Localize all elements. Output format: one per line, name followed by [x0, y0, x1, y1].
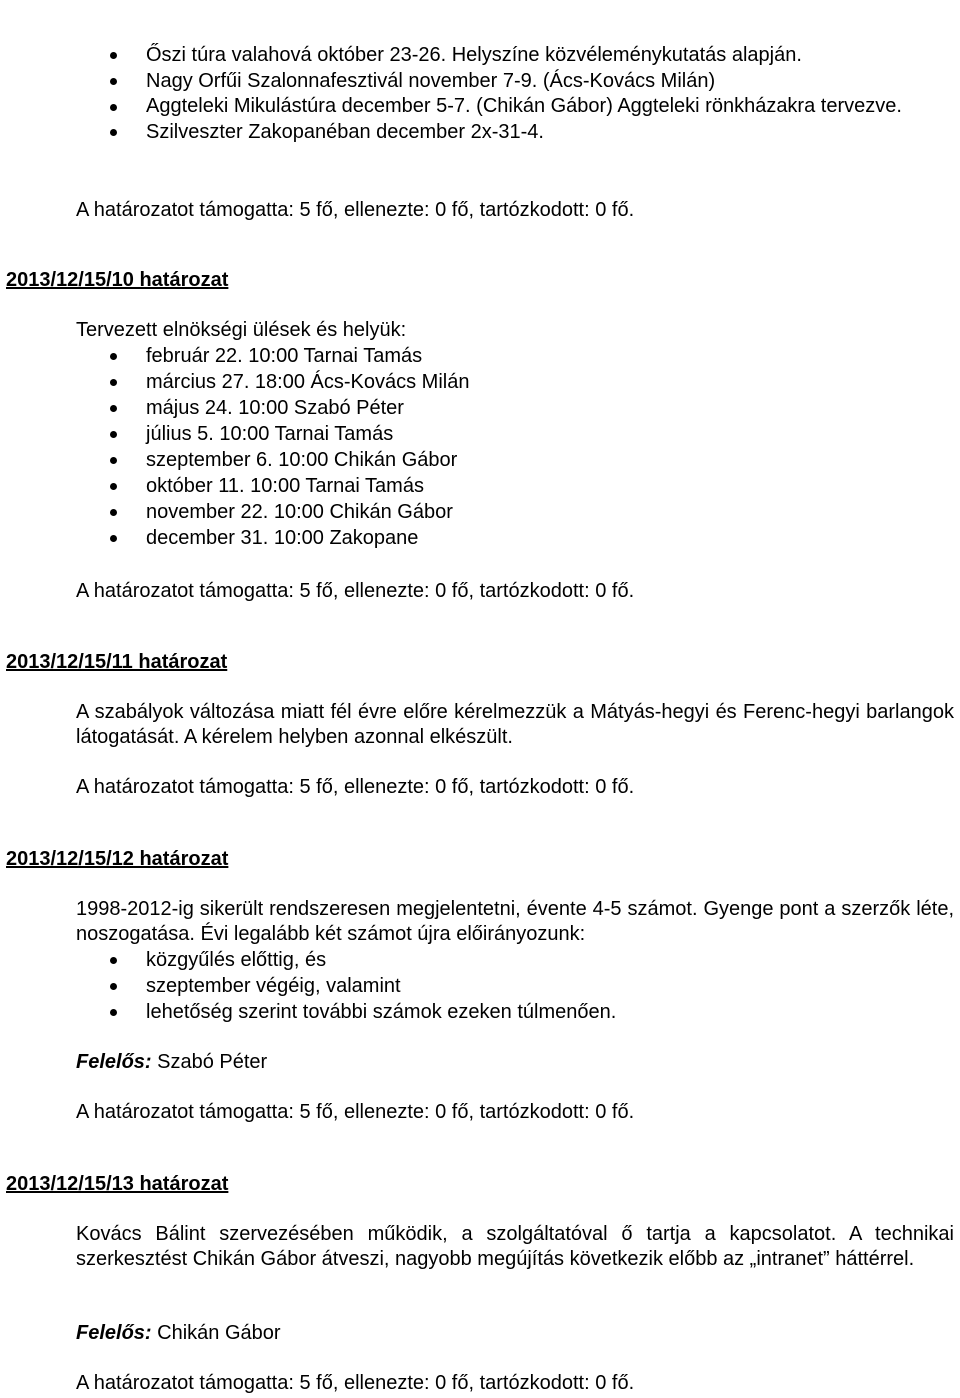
- resolution-body-11: A szabályok változása miatt fél évre előre kérelmezzük a Mátyás-hegyi és Ferenc-hegyi barlangok látogatását. A kérelem helyben azonnal elkészült.: [76, 701, 954, 748]
- issue-list: [76, 947, 954, 1025]
- list-item: közgyűlés előttig, és: [76, 947, 954, 973]
- top-list: [76, 42, 954, 145]
- list-item: Őszi túra valahová október 23-26. Helyszíne közvéleménykutatás alapján.: [76, 42, 954, 68]
- resolution-heading-10: 2013/12/15/10 határozat: [6, 269, 229, 291]
- responsible-name: Chikán Gábor: [151, 1322, 281, 1344]
- list-item: Szilveszter Zakopanéban december 2x-31-4.: [76, 119, 954, 145]
- list-item: lehetőség szerint további számok ezeken túlmenően.: [76, 999, 954, 1025]
- vote-result: A határozatot támogatta: 5 fő, ellenezte: 0 fő, tartózkodott: 0 fő.: [76, 1101, 635, 1123]
- list-item: Aggteleki Mikulástúra december 5-7. (Chikán Gábor) Aggteleki rönkházakra tervezve.: [76, 94, 954, 119]
- responsible-12: [76, 1050, 954, 1075]
- vote-result: A határozatot támogatta: 5 fő, ellenezte: 0 fő, tartózkodott: 0 fő.: [76, 199, 635, 221]
- responsible-label: Felelős:: [76, 1322, 152, 1344]
- responsible-label: Felelős:: [76, 1051, 152, 1073]
- list-item: Nagy Orfűi Szalonnafesztivál november 7-9. (Ács-Kovács Milán): [76, 68, 954, 94]
- resolution-body-13: Kovács Bálint szervezésében működik, a szolgáltatóval ő tartja a kapcsolatot. A technikai szerkesztést Chikán Gábor átveszi, nagyobb megújítás következik előbb az „intranet” háttérrel.: [76, 1223, 954, 1270]
- list-item: május 24. 10:00 Szabó Péter: [76, 395, 954, 421]
- list-item: szeptember végéig, valamint: [76, 973, 954, 999]
- resolution-intro-10: Tervezett elnökségi ülések és helyük:: [76, 319, 407, 341]
- list-item: november 22. 10:00 Chikán Gábor: [76, 499, 954, 525]
- list-item: március 27. 18:00 Ács-Kovács Milán: [76, 369, 954, 395]
- vote-result: A határozatot támogatta: 5 fő, ellenezte: 0 fő, tartózkodott: 0 fő.: [76, 776, 635, 798]
- list-item: július 5. 10:00 Tarnai Tamás: [76, 421, 954, 447]
- resolution-heading-11: 2013/12/15/11 határozat: [6, 651, 228, 673]
- vote-result: A határozatot támogatta: 5 fő, ellenezte: 0 fő, tartózkodott: 0 fő.: [76, 1372, 635, 1394]
- resolution-heading-12: 2013/12/15/12 határozat: [6, 848, 229, 870]
- resolution-body-12: 1998-2012-ig sikerült rendszeresen megjelentetni, évente 4-5 számot. Gyenge pont a szerzők léte, noszogatása. Évi legalább két számot újra előirányozunk:: [76, 898, 954, 945]
- list-item: október 11. 10:00 Tarnai Tamás: [76, 473, 954, 499]
- list-item: szeptember 6. 10:00 Chikán Gábor: [76, 447, 954, 473]
- responsible-13: [76, 1321, 954, 1346]
- meeting-list: [76, 343, 954, 551]
- list-item: december 31. 10:00 Zakopane: [76, 525, 954, 551]
- resolution-heading-13: 2013/12/15/13 határozat: [6, 1173, 229, 1195]
- responsible-name: Szabó Péter: [151, 1051, 268, 1073]
- list-item: február 22. 10:00 Tarnai Tamás: [76, 343, 954, 369]
- vote-result: A határozatot támogatta: 5 fő, ellenezte: 0 fő, tartózkodott: 0 fő.: [76, 580, 635, 602]
